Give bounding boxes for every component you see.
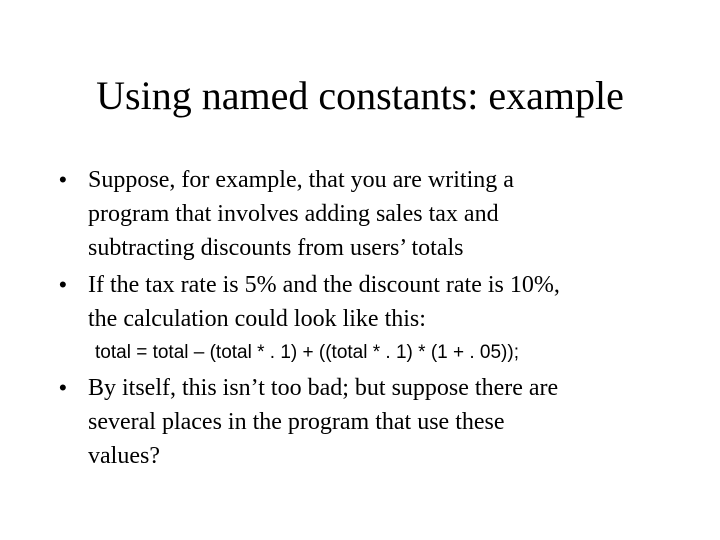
bullet-item xyxy=(59,268,659,336)
bullet-icon: • xyxy=(59,167,67,192)
bullet-line: Suppose, for example, that you are writing a xyxy=(88,167,514,193)
bullet-item xyxy=(59,163,659,265)
bullet-item xyxy=(59,371,659,473)
bullet-line: the calculation could look like this: xyxy=(88,306,426,332)
slide-title: Using named constants: example xyxy=(96,73,624,118)
bullet-icon: • xyxy=(59,272,67,297)
bullet-icon: • xyxy=(59,375,67,400)
bullet-line: values? xyxy=(88,443,160,469)
code-line: total = total – (total * . 1) + ((total * . 1) * (1 + . 05)); xyxy=(95,342,519,363)
bullet-line: By itself, this isn’t too bad; but suppose there are xyxy=(88,375,559,401)
bullet-line: If the tax rate is 5% and the discount rate is 10%, xyxy=(88,272,560,298)
bullet-line: program that involves adding sales tax and xyxy=(88,201,499,227)
bullet-line: subtracting discounts from users’ totals xyxy=(88,235,464,261)
bullet-line: several places in the program that use these xyxy=(88,409,505,435)
